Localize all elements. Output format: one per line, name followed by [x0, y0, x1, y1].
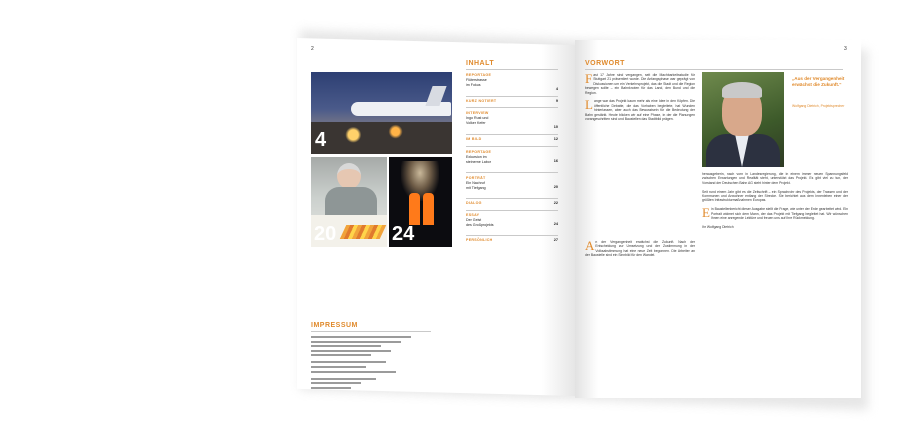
- divider: [466, 146, 558, 147]
- toc-line: im Fokus: [466, 82, 481, 87]
- vorwort-heading: VORWORT: [585, 60, 625, 67]
- drop-cap: A: [585, 240, 595, 253]
- paragraph: ange war das Projekt kaum mehr als eine Idee in den Köpfen. Die öffentliche Debatte, die das Vorhaben begleitete, hat Wunden hinterlassen, aber auch das Bewusstsein für die Bedeutung der Bahn gestärkt. Heute blicken wir auf eine Phase, in der die Planungen vorangeschritten sind und Baustellen das Stadtbild prägen.: [585, 99, 695, 122]
- toc-line: steinerne Labor: [466, 159, 491, 164]
- toc-line: Der Geist: [466, 218, 482, 222]
- toc-page: 12: [553, 137, 558, 141]
- toc-line: des Großprojekts: [466, 222, 494, 227]
- paragraph: in Baustellenbericht dieser Ausgabe stellt die Frage, wie unter der Erde gearbeitet wird. Ein Portrait widmet sich dem Mann, der das Projekt mit Tiefgang begleitet hat. Wir wünschen Ihnen eine anregende Lektüre und freuen uns auf Ihre Rückmeldung.: [710, 207, 848, 221]
- left-page-number: 2: [311, 46, 314, 52]
- toc-page: 9: [555, 99, 558, 103]
- impressum-body: [311, 336, 421, 391]
- toc-category: ESSAY: [466, 213, 480, 217]
- toc-category: IM BILD: [466, 137, 482, 141]
- drop-cap: F: [585, 73, 593, 86]
- toc-page: 20: [553, 185, 558, 189]
- tunnel-workers-photo: [389, 157, 452, 247]
- divider: [466, 172, 558, 173]
- toc-entry[interactable]: [466, 111, 558, 129]
- toc-entry[interactable]: [466, 213, 558, 227]
- toc-entry[interactable]: [466, 150, 558, 164]
- toc-category: PERSÖNLICH: [466, 238, 493, 242]
- drawing-man-photo: [311, 157, 387, 247]
- pull-quote: „Aus der Vergangenheit erwächst die Zukunft.“: [792, 76, 845, 87]
- impressum-heading: IMPRESSUM: [311, 322, 358, 329]
- photo-page-label: 4: [315, 129, 327, 151]
- toc-line: Volker Kefer: [466, 120, 486, 125]
- paragraph: n der Vergangenheit erwächst die Zukunft. Nach der Entscheidung zur Umsetzung und der Zustimmung in der Volksabstimmung hat eine neue Zeit begonnen. Die Arbeiter an der Baustelle sind ein Sinnbild für den Wandel.: [585, 240, 695, 258]
- toc-page: 4: [555, 87, 558, 91]
- quote-author: Wolfgang Dietrich, Projektsprecher: [792, 104, 845, 108]
- toc-category: REPORTAGE: [466, 73, 492, 77]
- toc-line: Ein Nachruf: [466, 181, 485, 185]
- divider: [466, 210, 558, 211]
- portrait-photo: [702, 72, 784, 167]
- toc-entry[interactable]: [466, 137, 558, 142]
- toc-entry[interactable]: [466, 238, 558, 243]
- toc-line: Ingo Rust und: [466, 116, 489, 120]
- drop-cap: L: [585, 97, 593, 113]
- toc-entry[interactable]: [466, 73, 558, 91]
- airplane-photo: [311, 72, 452, 154]
- divider: [466, 198, 558, 199]
- vorwort-column-1-top: [585, 73, 695, 175]
- vorwort-column-1-bottom: [585, 240, 695, 360]
- drop-cap: E: [702, 205, 710, 221]
- toc-category: PORTRÄT: [466, 176, 486, 180]
- toc-line: mit Tiefgang: [466, 185, 486, 190]
- vorwort-column-2: [702, 172, 848, 382]
- toc-page: 27: [553, 238, 558, 242]
- photo-page-label: 24: [392, 223, 415, 245]
- paragraph: herausgeberin, nach vorn in Landesregierung, die in einem immer neuen Spannungsfeld zwischen Erwartungen und Realität steht, unterstützt das Projekt. Es gibt viel zu tun, der Vorstand der Deutschen Bahn AG steht hinter dem Projekt.: [702, 172, 848, 185]
- toc-page: 22: [553, 201, 558, 205]
- toc-page: 10: [553, 125, 558, 129]
- toc-entry[interactable]: [466, 201, 558, 206]
- toc-line: Exkursion im: [466, 155, 487, 159]
- toc-page: 24: [553, 222, 558, 226]
- toc-line: Flüterstrasse: [466, 78, 487, 82]
- divider: [466, 235, 558, 236]
- paragraph: Seit rund einem Jahr gibt es die Zeitschrift – ein Sprachrohr des Projekts, der Trassen und der Kommunen und Anwohner entlang der Strecke. Sie berichtet aus dem Innenleben einer der größten Infrastrukturmaßnahmen Europas.: [702, 189, 848, 203]
- divider: [466, 96, 558, 97]
- divider: [311, 331, 431, 332]
- toc-category: KURZ NOTIERT: [466, 99, 497, 103]
- divider: [466, 69, 558, 70]
- toc-category: REPORTAGE: [466, 150, 492, 154]
- toc-entry[interactable]: [466, 99, 558, 104]
- signature: Ihr Wolfgang Dietrich: [702, 224, 734, 229]
- paragraph: ast 17 Jahre sind vergangen, seit die Machbarkeitsstudie für Stuttgart 21 präsentiert wurde. Die Anfangsphase war geprägt von Diskussionen um ein Verkehrsprojekt, das die Stadt und die Region bewegen sollte – ein Bahnknoten für das Land, den Bund und die Region.: [585, 73, 695, 95]
- toc-page: 16: [553, 159, 558, 163]
- toc-entry[interactable]: [466, 176, 558, 190]
- right-page-number: 3: [844, 46, 847, 52]
- divider: [466, 134, 558, 135]
- divider: [585, 69, 843, 70]
- divider: [466, 107, 558, 108]
- inhalt-heading: INHALT: [466, 60, 495, 67]
- photo-page-label: 20: [314, 223, 337, 245]
- toc-category: INTERVIEW: [466, 111, 489, 115]
- toc-category: DIALOG: [466, 201, 482, 205]
